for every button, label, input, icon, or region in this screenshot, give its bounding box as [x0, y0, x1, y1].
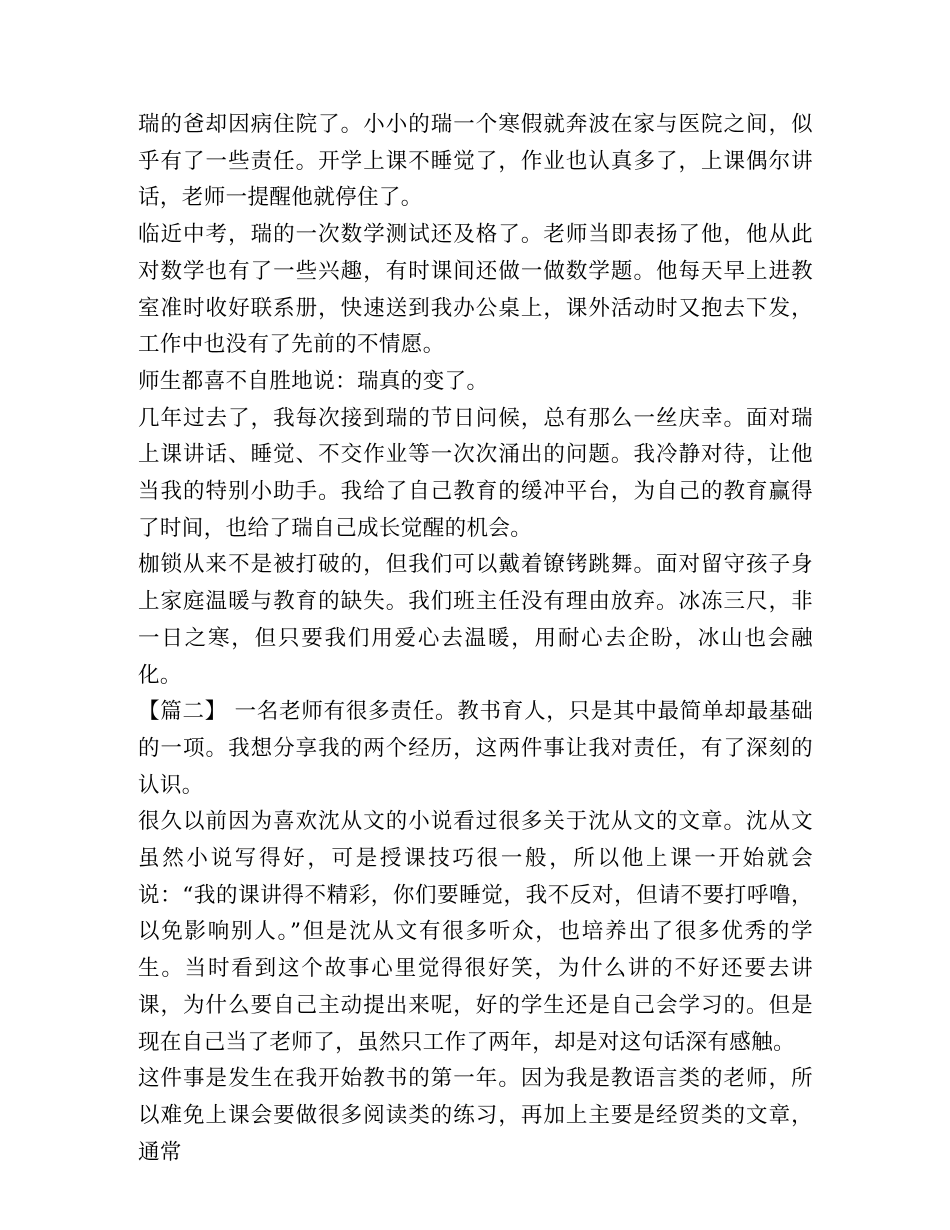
paragraph: 临近中考，瑞的一次数学测试还及格了。老师当即表扬了他，他从此对数学也有了一些兴趣，有时课间还做一做数学题。他每天早上进教室准时收好联系册，快速送到我办公桌上，课外活动时又抱去下发，工作中也没有了先前的不情愿。: [138, 222, 813, 358]
paragraph: 枷锁从来不是被打破的，但我们可以戴着镣铐跳舞。面对留守孩子身上家庭温暖与教育的缺失。我们班主任没有理由放弃。冰冻三尺，非一日之寒，但只要我们用爱心去温暖，用耐心去企盼，冰山也会融化。: [138, 552, 813, 688]
section-heading-paragraph: 【篇二】 一名老师有很多责任。教书育人，只是其中最简单却最基础的一项。我想分享我的两个经历，这两件事让我对责任，有了深刻的认识。: [138, 699, 813, 798]
paragraph: 瑞的爸却因病住院了。小小的瑞一个寒假就奔波在家与医院之间，似乎有了一些责任。开学上课不睡觉了，作业也认真多了，上课偶尔讲话，老师一提醒他就停住了。: [138, 112, 813, 211]
paragraph: 师生都喜不自胜地说：瑞真的变了。: [138, 368, 489, 394]
paragraph: 这件事是发生在我开始教书的第一年。因为我是教语言类的老师，所以难免上课会要做很多阅读类的练习，再加上主要是经贸类的文章，通常: [138, 1066, 813, 1165]
paragraph: 很久以前因为喜欢沈从文的小说看过很多关于沈从文的文章。沈从文虽然小说写得好，可是授课技巧很一般，所以他上课一开始就会说：“我的课讲得不精彩，你们要睡觉，我不反对，但请不要打呼噜，以免影响别人。”但是沈从文有很多听众，也培养出了很多优秀的学生。当时看到这个故事心里觉得很好笑，为什么讲的不好还要去讲课，为什么要自己主动提出来呢，好的学生还是自己会学习的。但是现在自己当了老师了，虽然只工作了两年，却是对这句话深有感触。: [138, 809, 813, 1055]
document-body: [138, 107, 813, 1171]
paragraph: 几年过去了，我每次接到瑞的节日问候，总有那么一丝庆幸。面对瑞上课讲话、睡觉、不交作业等一次次涌出的问题。我冷静对待，让他当我的特别小助手。我给了自己教育的缓冲平台，为自己的教育赢得了时间，也给了瑞自己成长觉醒的机会。: [138, 405, 813, 541]
